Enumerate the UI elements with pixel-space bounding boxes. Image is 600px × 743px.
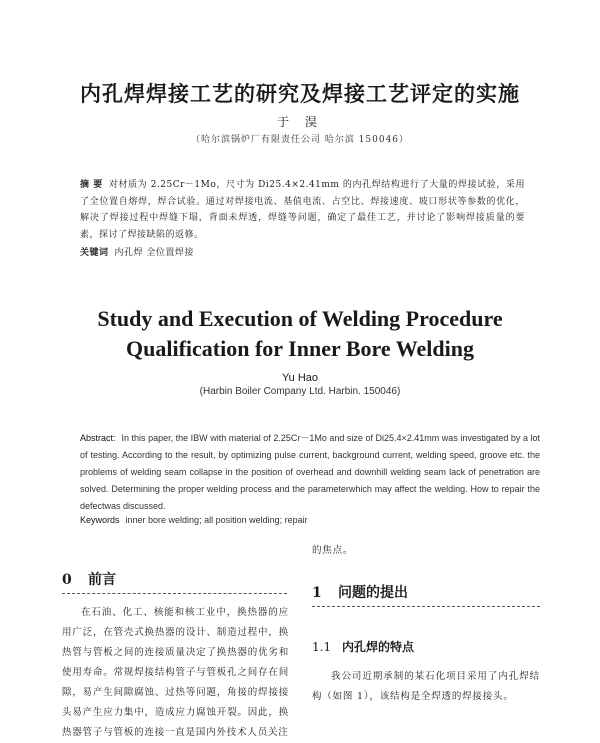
en-abstract-text: In this paper, the IBW with material of 2.25Cr－1Mo and size of Di25.4×2.41mm was investigated by a lot of testing. According to the result, by optimizing pulse current, background current, welding speed, groove etc. the problems of welding seam collapse in the position of overhead and downhill welding seam lack of penetration are solved. Determining the proper welding process and the parameterwhich may affect the welding. How to repair the defectwas discussed. <box>80 433 540 511</box>
cn-abstract-text: 对材质为 2.25Cr－1Mo，尺寸为 Di25.4×2.41mm 的内孔焊结构进行了大量的焊接试验，采用了全位置自熔焊，焊合试验。通过对焊接电流、基值电流、占空比、焊接速度、坡口形状等参数的优化，解决了焊接过程中焊缝下塌，背面未焊透，焊缝等问题，确定了最佳工艺，并讨论了影响焊接质量的要素，探讨了焊接缺陷的返修。 <box>80 180 525 240</box>
section-0-heading <box>62 569 116 589</box>
subsection-1-1-number: 1.1 <box>312 640 332 654</box>
en-title-line1: Study and Execution of Welding Procedure <box>97 306 503 331</box>
en-abstract-label: Abstract: <box>80 433 116 443</box>
en-title-line2: Qualification for Inner Bore Welding <box>126 336 474 361</box>
en-abstract <box>80 430 540 515</box>
cn-author: 于 淏 <box>277 115 323 129</box>
subsection-1-1-body: 我公司近期承制的某石化项目采用了内孔焊结构（如图 1），该结构是全焊透的焊接接头。 <box>312 671 540 702</box>
subsection-1-1-title: 内孔焊的特点 <box>342 640 415 654</box>
cn-affiliation: （哈尔滨锅炉厂有限责任公司 哈尔滨 150046） <box>190 135 410 145</box>
section-0-title: 前言 <box>88 572 116 588</box>
en-author: Yu Hao <box>281 372 319 384</box>
en-keywords <box>80 512 540 529</box>
en-keywords-text: inner bore welding; all position welding; repair <box>125 515 308 525</box>
cn-keywords <box>80 245 525 262</box>
section-1-rule <box>312 606 540 607</box>
en-affiliation: (Harbin Boiler Company Ltd. Harbin. 150046) <box>199 386 401 397</box>
cn-title: 内孔焊焊接工艺的研究及焊接工艺评定的实施 <box>80 81 520 106</box>
cn-keywords-text: 内孔焊 全位置焊接 <box>114 248 194 258</box>
section-0-number: 0 <box>62 572 72 588</box>
en-keywords-label: Keywords <box>80 515 120 525</box>
section-0-rule <box>62 593 287 594</box>
cn-abstract <box>80 177 525 243</box>
cn-keywords-label: 关键词 <box>80 248 109 258</box>
section-1-title: 问题的提出 <box>338 585 408 601</box>
right-column-continuation: 的焦点。 <box>312 545 354 556</box>
cn-abstract-label: 摘 要 <box>80 180 103 190</box>
section-1-heading <box>312 582 408 602</box>
section-0-body: 在石油、化工、核能和核工业中，换热器的应用广泛，在管壳式换热器的设计、制造过程中，换热管与管板之间的连接质量决定了换热器的优劣和使用寿命。常规焊接结构管子与管板孔之间存在间隙，易产生间隙腐蚀、过热等问题，角接的焊接接头易产生应力集中，造成应力腐蚀开裂。因此，换热器管子与管板的连接一直是国内外技术人员关注 <box>62 607 289 738</box>
section-1-number: 1 <box>312 585 322 601</box>
subsection-1-1-heading <box>312 638 414 655</box>
